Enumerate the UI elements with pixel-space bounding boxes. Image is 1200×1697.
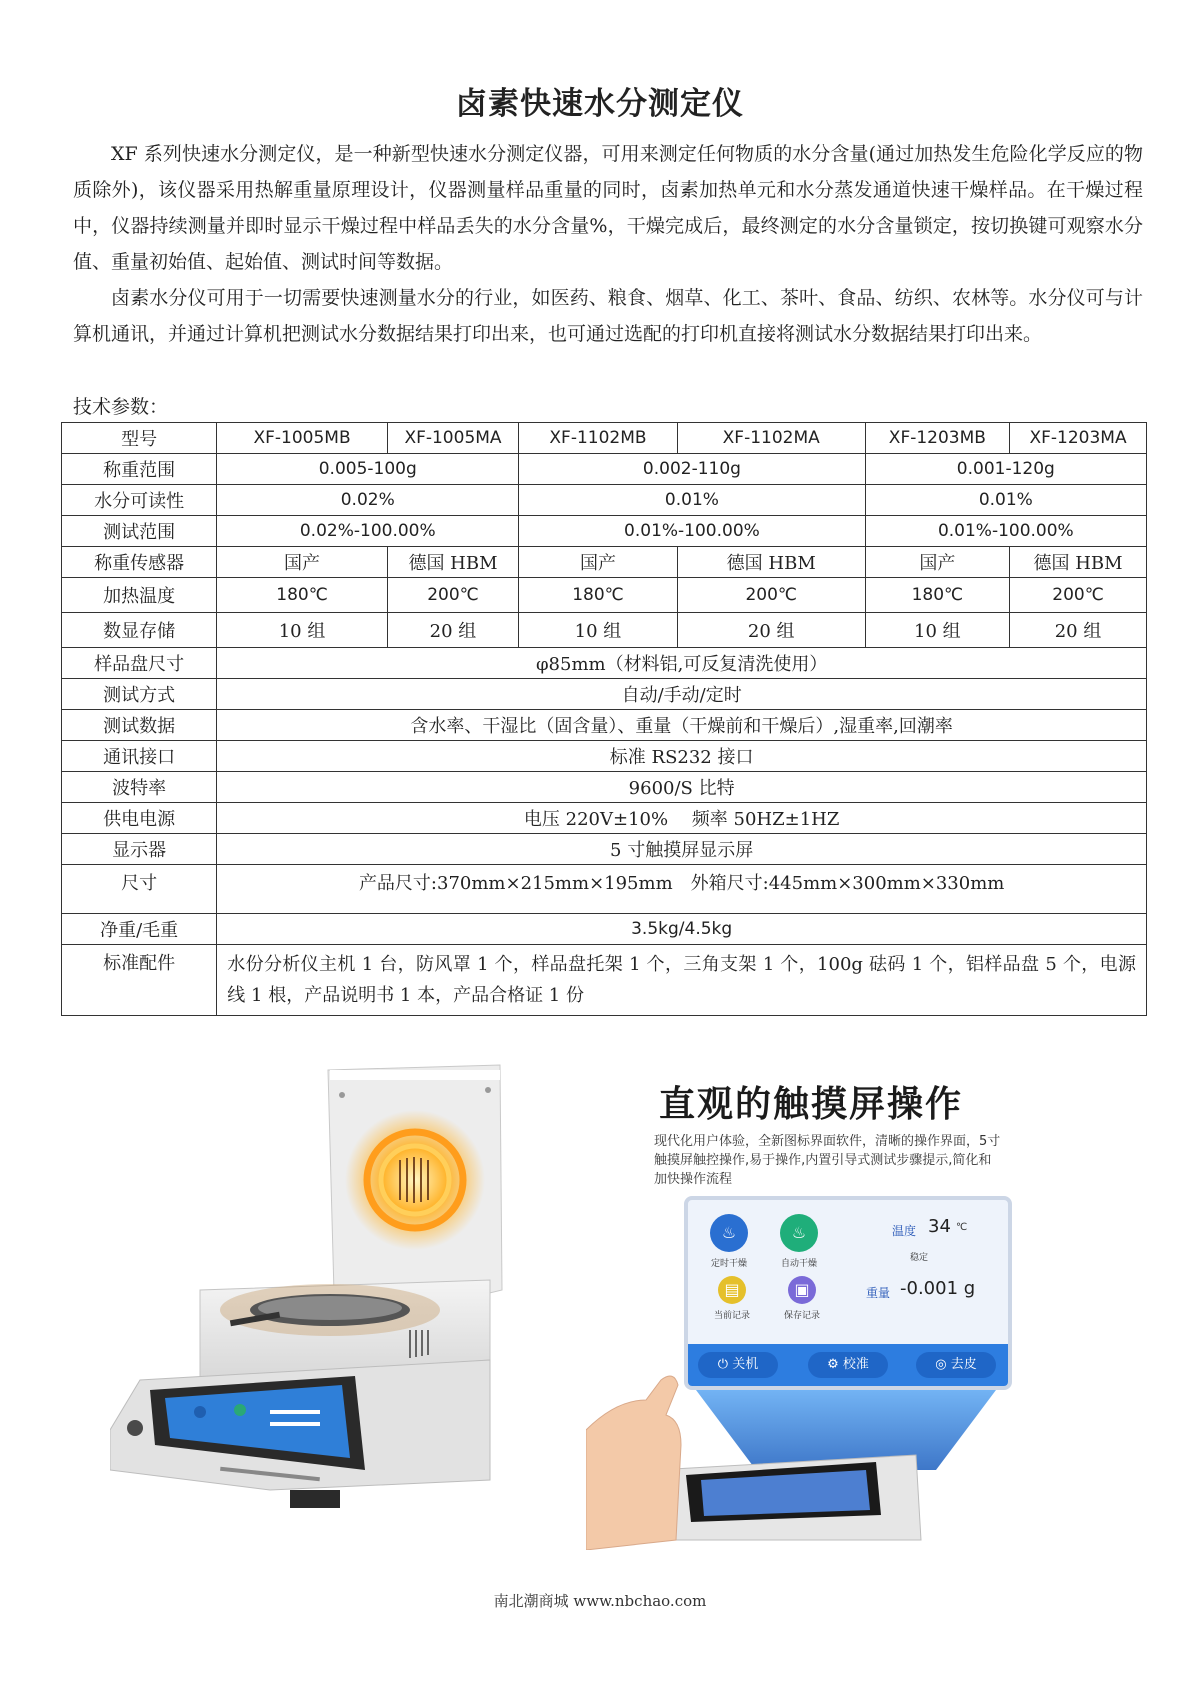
- table-cell: 自动/手动/定时: [217, 679, 1147, 710]
- table-cell: 20 组: [387, 613, 518, 648]
- table-cell: 10 组: [865, 613, 1009, 648]
- promo-description: 现代化用户体验，全新图标界面软件，清晰的操作界面，5寸触摸屏触控操作,易于操作,内置引导式测试步骤提示,简化和加快操作流程: [654, 1134, 1001, 1187]
- table-row-test-data: [62, 710, 1147, 741]
- model-cell: XF-1203MB: [865, 423, 1009, 454]
- save-record-label: 保存记录: [783, 1311, 820, 1321]
- record-icon[interactable]: ▤: [718, 1276, 746, 1304]
- row-label: 尺寸: [62, 865, 217, 914]
- current-record-label: 当前记录: [713, 1311, 750, 1321]
- row-label: 供电电源: [62, 803, 217, 834]
- table-cell: 水份分析仪主机 1 台，防风罩 1 个，样品盘托架 1 个，三角支架 1 个，100g 砝码 1 个，铝样品盘 5 个，电源线 1 根，产品说明书 1 本，产品合格证 1 份: [217, 945, 1147, 1016]
- table-cell: 0.005-100g: [217, 454, 519, 485]
- auto-dry-icon[interactable]: ♨: [780, 1214, 818, 1252]
- table-cell: 电压 220V±10% 频率 50HZ±1HZ: [217, 803, 1147, 834]
- intro-paragraph-2: 卤素水分仪可用于一切需要快速测量水分的行业，如医药、粮食、烟草、化工、茶叶、食品、纺织、农林等。水分仪可与计算机通讯，并通过计算机把测试水分数据结果打印出来，也可通过选配的打印机直接将测试水分数据结果打印出来。: [73, 287, 1143, 345]
- table-cell: 200℃: [387, 578, 518, 613]
- table-cell: 10 组: [519, 613, 678, 648]
- table-cell: 180℃: [217, 578, 388, 613]
- table-cell: φ85mm（材料铝,可反复清洗使用）: [217, 648, 1147, 679]
- table-cell: 3.5kg/4.5kg: [217, 914, 1147, 945]
- row-label: 称重传感器: [62, 547, 217, 578]
- spec-table: [61, 422, 1147, 1016]
- table-cell: 0.02%: [217, 485, 519, 516]
- page-footer: 南北潮商城 www.nbchao.com: [493, 1592, 707, 1610]
- row-label: 样品盘尺寸: [62, 648, 217, 679]
- tare-label: 去皮: [950, 1357, 977, 1372]
- promo-title: 直观的触摸屏操作: [658, 1084, 963, 1125]
- table-row-sensor: [62, 547, 1147, 578]
- tech-params-label: 技术参数：: [73, 396, 169, 418]
- timed-dry-icon[interactable]: ♨: [710, 1214, 748, 1252]
- row-label: 型号: [62, 423, 217, 454]
- table-row-storage: [62, 613, 1147, 648]
- table-row-test-mode: [62, 679, 1147, 710]
- row-label: 测试数据: [62, 710, 217, 741]
- table-cell: 国产: [519, 547, 678, 578]
- table-row-test-range: [62, 516, 1147, 547]
- table-cell: 9600/S 比特: [217, 772, 1147, 803]
- table-cell: 0.001-120g: [865, 454, 1146, 485]
- auto-dry-label: 自动干燥: [780, 1259, 817, 1269]
- temp-unit: ℃: [956, 1222, 968, 1233]
- table-row-power: [62, 803, 1147, 834]
- table-cell: 德国 HBM: [677, 547, 865, 578]
- touchscreen-ui: [684, 1196, 1012, 1390]
- timed-dry-label: 定时干燥: [710, 1259, 747, 1269]
- intro-paragraph-1: XF 系列快速水分测定仪，是一种新型快速水分测定仪器，可用来测定任何物质的水分含量(通过加热发生危险化学反应的物质除外)，该仪器采用热解重量原理设计，仪器测量样品重量的同时，卤素加热单元和水分蒸发通道快速干燥样品。在干燥过程中，仪器持续测量并即时显示干燥过程中样品丢失的水分含量%，干燥完成后，最终测定的水分含量锁定，按切换键可观察水分值、重量初始值、起始值、测试时间等数据。: [73, 143, 1143, 273]
- table-row-weighing-range: [62, 454, 1147, 485]
- weight-label: 重量: [866, 1286, 891, 1300]
- table-cell: 德国 HBM: [1010, 547, 1147, 578]
- table-cell: 20 组: [677, 613, 865, 648]
- table-row-size: [62, 865, 1147, 914]
- power-icon: ⏻: [717, 1357, 733, 1372]
- row-label: 数显存储: [62, 613, 217, 648]
- weight-value: -0.001 g: [900, 1278, 976, 1299]
- table-row-readability: [62, 485, 1147, 516]
- analyzer-illustration: [110, 1060, 560, 1560]
- table-row-pan-size: [62, 648, 1147, 679]
- row-label: 测试方式: [62, 679, 217, 710]
- table-row-accessories: [62, 945, 1147, 1016]
- table-row-model: [62, 423, 1147, 454]
- table-cell: 0.002-110g: [519, 454, 865, 485]
- table-cell: 0.01%-100.00%: [519, 516, 865, 547]
- table-cell: 含水率、干湿比（固含量）、重量（干燥前和干燥后）,湿重率,回潮率: [217, 710, 1147, 741]
- product-image-touchscreen: [586, 1070, 1036, 1550]
- table-row-display: [62, 834, 1147, 865]
- power-off-button[interactable]: [698, 1352, 778, 1378]
- table-row-interface: [62, 741, 1147, 772]
- table-cell: 0.01%: [519, 485, 865, 516]
- row-label: 称重范围: [62, 454, 217, 485]
- screen-button-bar: [688, 1344, 1008, 1386]
- temp-value: 34: [928, 1216, 951, 1237]
- calibrate-button[interactable]: [808, 1352, 888, 1378]
- row-label: 显示器: [62, 834, 217, 865]
- model-cell: XF-1102MB: [519, 423, 678, 454]
- row-label: 通讯接口: [62, 741, 217, 772]
- table-cell: 德国 HBM: [387, 547, 518, 578]
- table-cell: 20 组: [1010, 613, 1147, 648]
- table-cell: 国产: [217, 547, 388, 578]
- model-cell: XF-1102MA: [677, 423, 865, 454]
- table-row-baud: [62, 772, 1147, 803]
- product-image-analyzer: [110, 1060, 560, 1560]
- table-cell: 5 寸触摸屏显示屏: [217, 834, 1147, 865]
- calibrate-label: 校准: [842, 1357, 869, 1372]
- page-title: 卤素快速水分测定仪: [456, 86, 744, 122]
- row-label: 波特率: [62, 772, 217, 803]
- temp-label: 温度: [892, 1224, 917, 1238]
- table-cell: 0.01%: [865, 485, 1146, 516]
- tare-icon: ◎: [935, 1357, 951, 1372]
- table-cell: 180℃: [865, 578, 1009, 613]
- table-cell: 200℃: [677, 578, 865, 613]
- row-label: 加热温度: [62, 578, 217, 613]
- power-off-label: 关机: [732, 1357, 759, 1372]
- model-cell: XF-1005MA: [387, 423, 518, 454]
- table-row-temperature: [62, 578, 1147, 613]
- row-label: 测试范围: [62, 516, 217, 547]
- table-cell: 200℃: [1010, 578, 1147, 613]
- table-row-weight: [62, 914, 1147, 945]
- tare-button[interactable]: [916, 1352, 996, 1378]
- row-label: 标准配件: [62, 945, 217, 1016]
- row-label: 净重/毛重: [62, 914, 217, 945]
- table-cell: 国产: [865, 547, 1009, 578]
- table-cell: 10 组: [217, 613, 388, 648]
- row-label: 水分可读性: [62, 485, 217, 516]
- gear-icon: ⚙: [827, 1357, 843, 1372]
- table-cell: 180℃: [519, 578, 678, 613]
- table-cell: 标准 RS232 接口: [217, 741, 1147, 772]
- model-cell: XF-1203MA: [1010, 423, 1147, 454]
- stable-label: 稳定: [910, 1253, 929, 1263]
- model-cell: XF-1005MB: [217, 423, 388, 454]
- table-cell: 0.02%-100.00%: [217, 516, 519, 547]
- save-icon[interactable]: ▣: [788, 1276, 816, 1304]
- table-cell: 0.01%-100.00%: [865, 516, 1146, 547]
- table-cell: 产品尺寸:370mm×215mm×195mm 外箱尺寸:445mm×300mm×330mm: [217, 865, 1147, 914]
